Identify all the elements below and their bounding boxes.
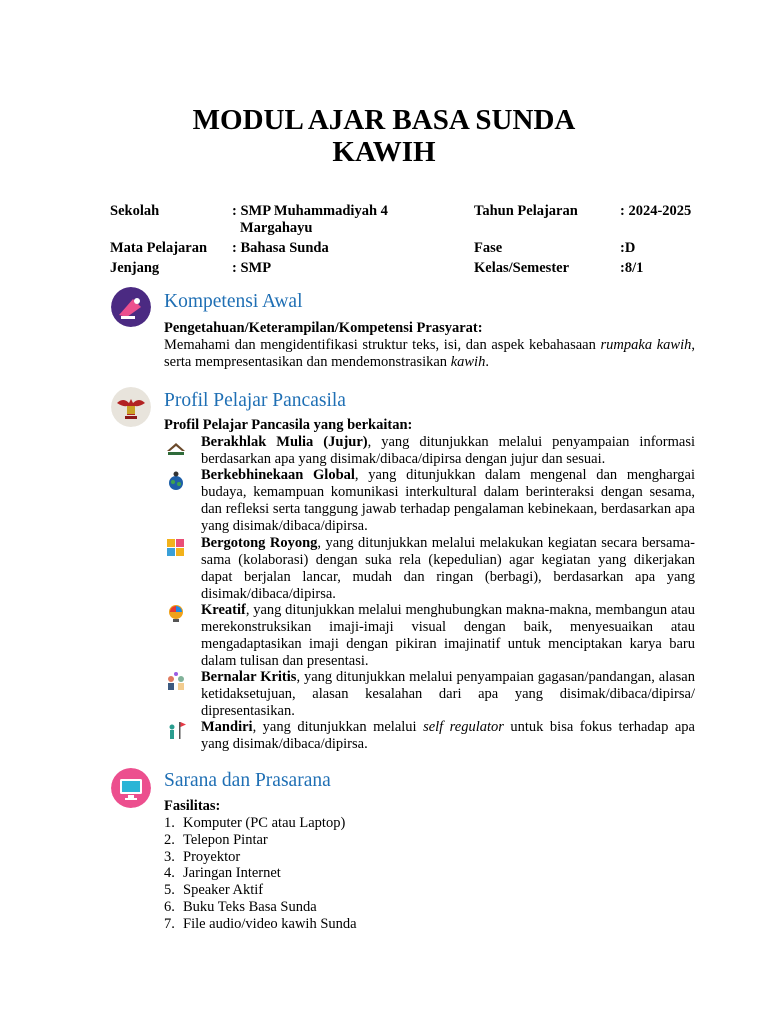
class-label: Kelas/Semester [474, 260, 570, 276]
list-item-label: Proyektor [183, 848, 241, 865]
facilities-list [164, 815, 357, 933]
document-title [0, 104, 768, 168]
list-item-number: 1. [164, 815, 175, 831]
thinking-people-icon [165, 671, 187, 693]
info-row-school [110, 203, 710, 237]
phase-value: :D [620, 240, 636, 256]
profile-item-6 [201, 719, 695, 753]
list-item [164, 882, 357, 899]
profile-item-1 [201, 434, 695, 468]
list-item-label: Komputer (PC atau Laptop) [183, 815, 346, 831]
profile-item-1-text: , yang ditunjukkan melalui penyampaian informasi berdasarkan apa yang disimak/dibaca/dipirsa dengan jujur dan sesuai. [201, 434, 695, 467]
kompetensi-italic-1: rumpaka kawih [600, 337, 692, 353]
profile-item-4 [201, 602, 695, 670]
school-value-line-2: Margahayu [240, 220, 313, 236]
profile-item-5-text: , yang ditunjukkan melalui penyampaian gagasan/pandangan, alasan ketidaksetujuan, alasan kesalahan dari apa yang disimak/dibaca/dipirsa/ dipresentasikan. [201, 669, 695, 719]
profile-item-5-title: Bernalar Kritis [201, 669, 297, 685]
list-item [164, 815, 357, 832]
globe-people-icon [165, 470, 187, 492]
praying-hands-icon [165, 437, 187, 459]
list-item [164, 865, 357, 882]
puzzle-collaboration-icon [165, 537, 187, 559]
profile-item-5 [201, 669, 695, 720]
profile-item-6-italic: self regulator [423, 719, 504, 735]
level-label: Jenjang [110, 260, 160, 276]
year-value: : 2024-2025 [620, 203, 692, 219]
profil-subhead: Profil Pelajar Pancasila yang berkaitan: [164, 417, 413, 433]
lightbulb-icon [165, 603, 187, 625]
title-line-1: MODUL AJAR BASA SUNDA [192, 104, 576, 136]
list-item-number: 6. [164, 898, 175, 915]
subject-label: Mata Pelajaran [110, 240, 208, 256]
kompetensi-text [164, 337, 695, 371]
level-value: : SMP [232, 260, 272, 276]
list-item-number: 2. [164, 831, 175, 848]
year-label: Tahun Pelajaran [474, 203, 578, 219]
kompetensi-body [164, 320, 695, 371]
list-item [164, 899, 357, 916]
kompetensi-text-a: Memahami dan mengidentifikasi struktur teks, isi, dan aspek kebahasaan [164, 337, 601, 353]
profile-item-2-text: , yang ditunjukkan dalam mengenal dan menghargai budaya, kemampuan komunikasi interkultural dalam berinteraksi dengan sesama, dan refleksi serta tanggung jawab terhadap pengalaman kebinekaan, berdasarkan apa yang disimak/dibaca/dipirsa. [201, 467, 695, 534]
profile-item-3-title: Bergotong Royong [201, 535, 318, 551]
sarana-subhead: Fasilitas: [164, 798, 221, 814]
school-value [232, 203, 474, 237]
info-row-level [110, 260, 710, 277]
list-item [164, 849, 357, 866]
profile-item-2 [201, 467, 695, 535]
kompetensi-heading: Kompetensi Awal [164, 291, 303, 312]
profile-item-3-text: , yang ditunjukkan melalui melakukan kegiatan secara bersama-sama (kolaborasi) dengan suka rela (kepedulian) agar kegiatan yang dikerjakan dapat berjalan lancar, mudah dan ringan (berbagi), berdasarkan apa yang disimak/dibaca/dipirsa. [201, 535, 695, 602]
school-value-line-1: : SMP Muhammadiyah 4 [232, 203, 388, 219]
phase-label: Fase [474, 240, 503, 256]
profile-item-1-title: Berakhlak Mulia (Jujur) [201, 434, 368, 450]
class-value: :8/1 [620, 260, 644, 276]
kompetensi-subhead: Pengetahuan/Keterampilan/Kompetensi Prasyarat: [164, 320, 483, 336]
list-item [164, 916, 357, 933]
graduation-cap-icon [111, 287, 151, 327]
kompetensi-italic-2: kawih [450, 354, 486, 370]
list-item-number: 4. [164, 865, 175, 882]
sarana-heading: Sarana dan Prasarana [164, 770, 331, 791]
profil-heading: Profil Pelajar Pancasila [164, 390, 346, 411]
profile-item-6-text: , yang ditunjukkan melalui [252, 719, 424, 735]
profile-item-6-text-2: untuk bisa fokus terhadap apa yang disimak/dibaca/dipirsa. [201, 719, 695, 752]
title-line-2: KAWIH [332, 136, 436, 168]
list-item [164, 832, 357, 849]
info-row-subject [110, 240, 710, 257]
kompetensi-text-b: , serta mempresentasikan dan mendemonstrasikan [164, 337, 695, 370]
module-info-table [110, 203, 710, 280]
list-item-label: Jaringan Internet [183, 865, 281, 882]
list-item-number: 5. [164, 882, 175, 899]
subject-value: : Bahasa Sunda [232, 240, 329, 256]
person-flag-icon [165, 720, 187, 742]
list-item-number: 3. [164, 848, 175, 865]
profile-item-6-title: Mandiri [201, 719, 253, 735]
list-item-label: Speaker Aktif [183, 882, 264, 899]
profile-item-3 [201, 535, 695, 603]
list-item-label: Telepon Pintar [183, 831, 268, 848]
list-item-number: 7. [164, 915, 175, 932]
profile-item-2-title: Berkebhinekaan Global [201, 467, 355, 483]
garuda-emblem-icon [111, 387, 151, 427]
school-label: Sekolah [110, 203, 160, 219]
kompetensi-text-c: . [485, 354, 489, 370]
profile-item-4-text: , yang ditunjukkan melalui menghubungkan makna-makna, membangun atau merekonstruksikan imaji-imaji visual dengan baik, menyesuaikan atau mengadaptasikan imaji dengan pikiran imajinatif untuk menciptakan karya baru dalam tulisan dan presentasi. [201, 602, 695, 669]
list-item-label: Buku Teks Basa Sunda [183, 898, 317, 915]
list-item-label: File audio/video kawih Sunda [183, 915, 357, 932]
profile-item-4-title: Kreatif [201, 602, 246, 618]
monitor-icon [111, 768, 151, 808]
